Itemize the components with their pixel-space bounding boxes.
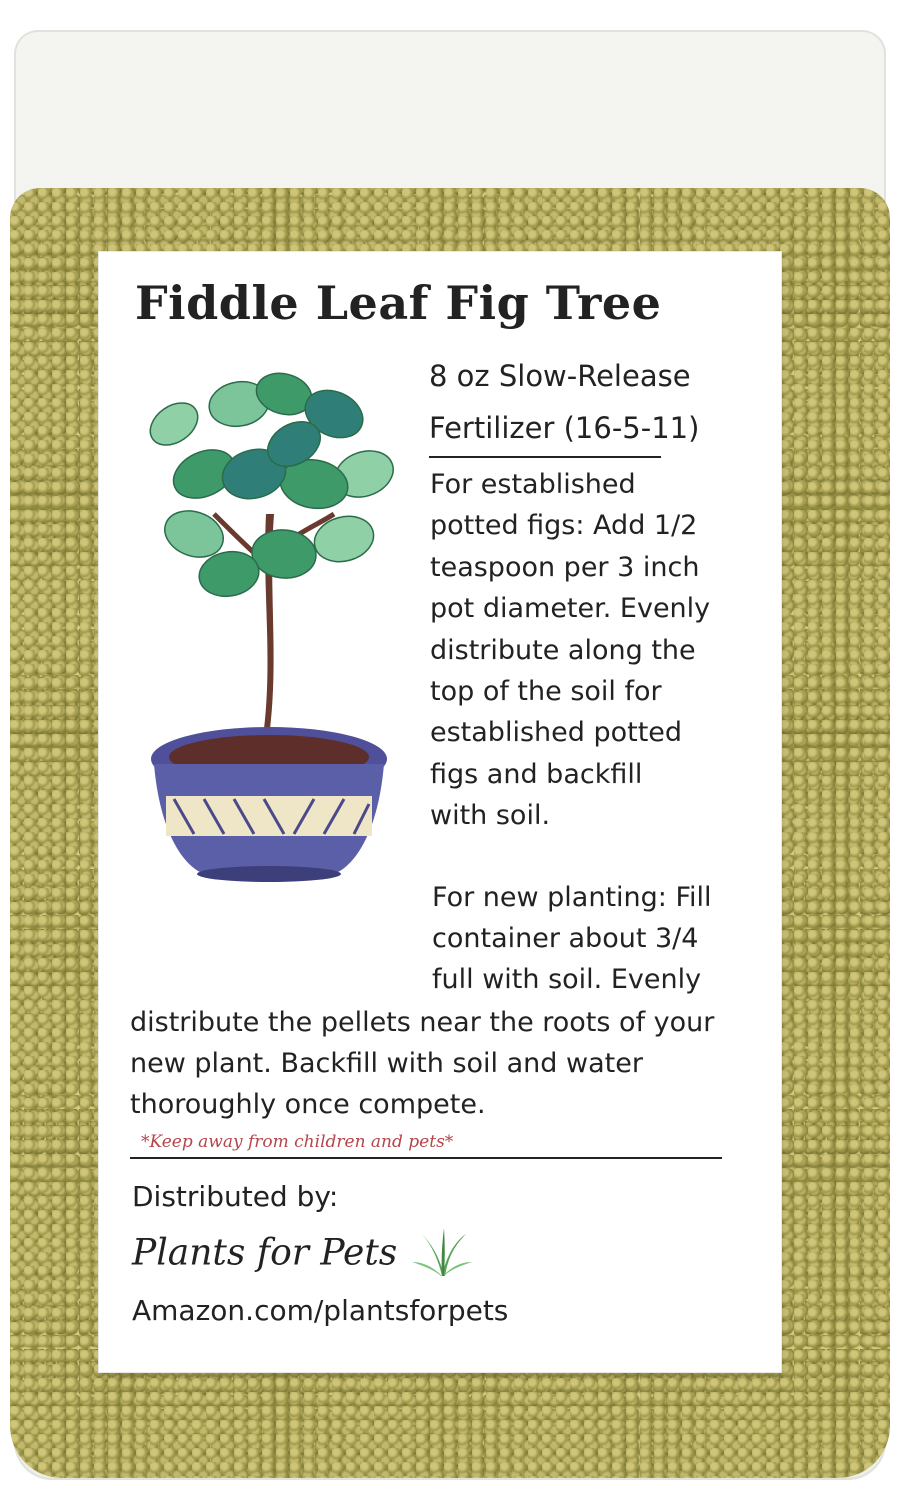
divider	[429, 456, 661, 458]
divider	[130, 1157, 722, 1159]
product-subtitle: 8 oz Slow-Release Fertilizer (16-5-11)	[429, 359, 700, 445]
product-title: Fiddle Leaf Fig Tree	[135, 276, 662, 330]
brand-row	[132, 1228, 472, 1288]
distributed-by-label: Distributed by:	[132, 1180, 339, 1213]
store-url: Amazon.com/plantsforpets	[132, 1294, 509, 1327]
brand-name: Plants for Pets	[132, 1232, 398, 1274]
warning-text: *Keep away from children and pets*	[141, 1132, 454, 1152]
product-label-card	[99, 252, 781, 1372]
instructions-established: For established potted figs: Add 1/2 teaspoon per 3 inch pot diameter. Evenly distribute along the top of the soil for established potted figs and backfill with soil.	[430, 469, 711, 832]
potted-fiddle-leaf-fig-icon	[134, 364, 404, 884]
aloe-plant-icon	[412, 1228, 472, 1278]
instructions-new-planting-continued: distribute the pellets near the roots of your new plant. Backfill with soil and water thoroughly once compete.	[130, 1007, 715, 1120]
instructions-new-planting: For new planting: Fill container about 3/4 full with soil. Evenly	[432, 882, 712, 995]
